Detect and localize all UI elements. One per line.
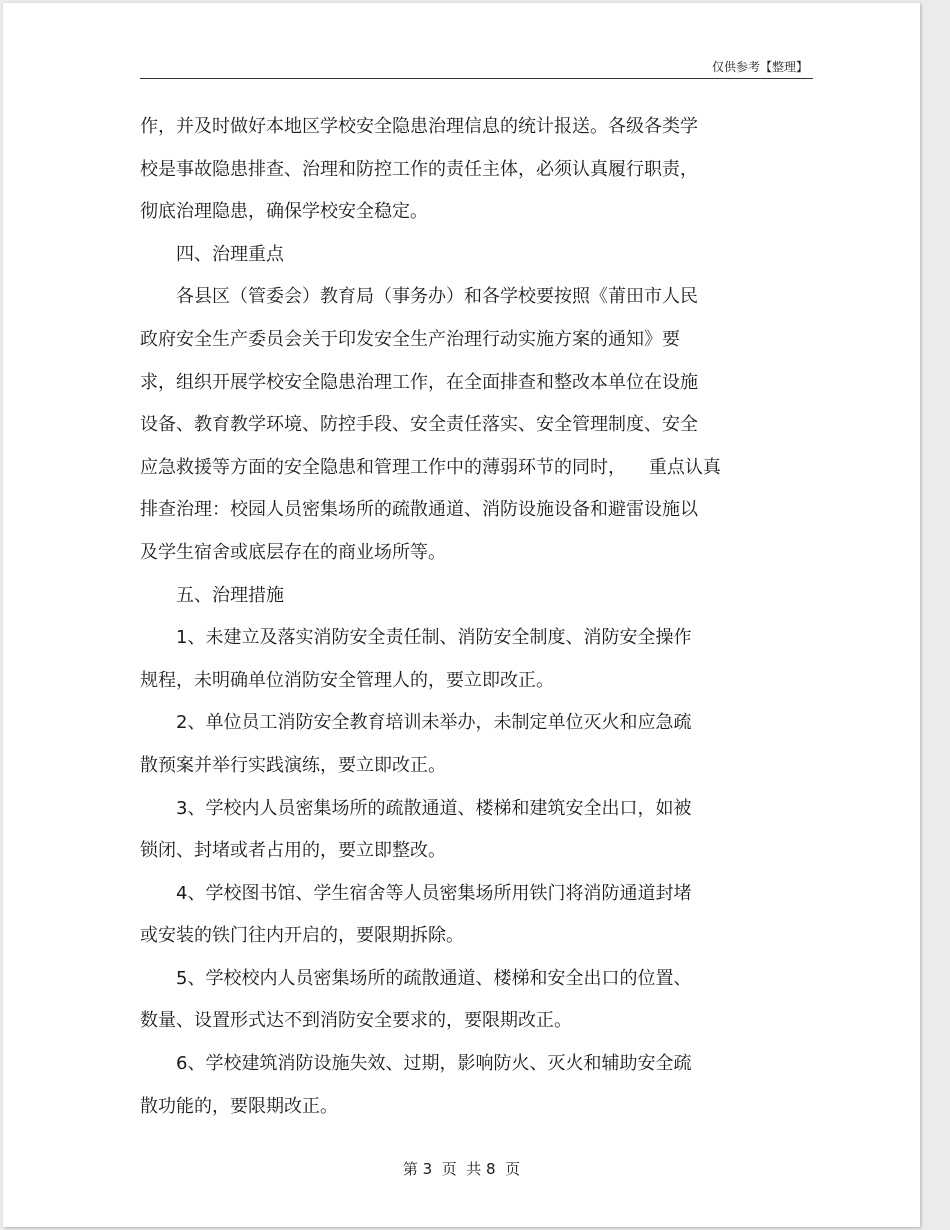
text-line: 彻底治理隐患，确保学校安全稳定。 [140, 201, 428, 223]
text-line: 作，并及时做好本地区学校安全隐患治理信息的统计报送。各级各类学 [140, 116, 698, 137]
text-line: 1、未建立及落实消防安全责任制、消防安全制度、消防安全操作 [176, 627, 692, 649]
text-line: 锁闭、封堵或者占用的，要立即整改。 [140, 840, 446, 862]
text-line: 应急救援等方面的安全隐患和管理工作中的薄弱环节的同时， 重点认真 [140, 456, 721, 478]
text-line: 2、单位员工消防安全教育培训未举办，未制定单位灭火和应急疏 [176, 712, 692, 734]
document-body [140, 113, 840, 1135]
text-line: 设备、教育教学环境、防控手段、安全责任落实、安全管理制度、安全 [140, 414, 698, 436]
text-line: 3、学校内人员密集场所的疏散通道、楼梯和建筑安全出口，如被 [176, 797, 692, 819]
header-divider [140, 78, 813, 79]
text-line: 6、学校建筑消防设施失效、过期，影响防火、灭火和辅助安全疏 [176, 1053, 692, 1075]
text-line: 5、学校校内人员密集场所的疏散通道、楼梯和安全出口的位置、 [176, 967, 692, 989]
text-line: 数量、设置形式达不到消防安全要求的，要限期改正。 [140, 1010, 572, 1032]
text-line: 求，组织开展学校安全隐患治理工作，在全面排查和整改本单位在设施 [140, 371, 698, 393]
header-note: 仅供参考【整理】 [711, 60, 808, 74]
text-line: 及学生宿舍或底层存在的商业场所等。 [140, 541, 446, 563]
text-line: 政府安全生产委员会关于印发安全生产治理行动实施方案的通知》要 [140, 328, 680, 350]
document-page [3, 3, 920, 1227]
text-line: 或安装的铁门往内开启的，要限期拆除。 [140, 925, 464, 947]
text-line: 校是事故隐患排查、治理和防控工作的责任主体，必须认真履行职责， [140, 158, 698, 180]
text-line: 散功能的，要限期改正。 [140, 1095, 338, 1117]
page-number: 第 3 页 共 8 页 [402, 1160, 521, 1178]
text-line: 四、治理重点 [176, 243, 284, 265]
text-line: 排查治理：校园人员密集场所的疏散通道、消防设施设备和避雷设施以 [140, 499, 698, 521]
text-line: 五、治理措施 [176, 584, 284, 606]
text-line: 散预案并举行实践演练，要立即改正。 [140, 754, 446, 776]
text-line: 4、学校图书馆、学生宿舍等人员密集场所用铁门将消防通道封堵 [176, 882, 692, 904]
text-line: 规程，未明确单位消防安全管理人的，要立即改正。 [140, 669, 554, 691]
text-line: 各县区（管委会）教育局（事务办）和各学校要按照《莆田市人民 [176, 286, 698, 308]
